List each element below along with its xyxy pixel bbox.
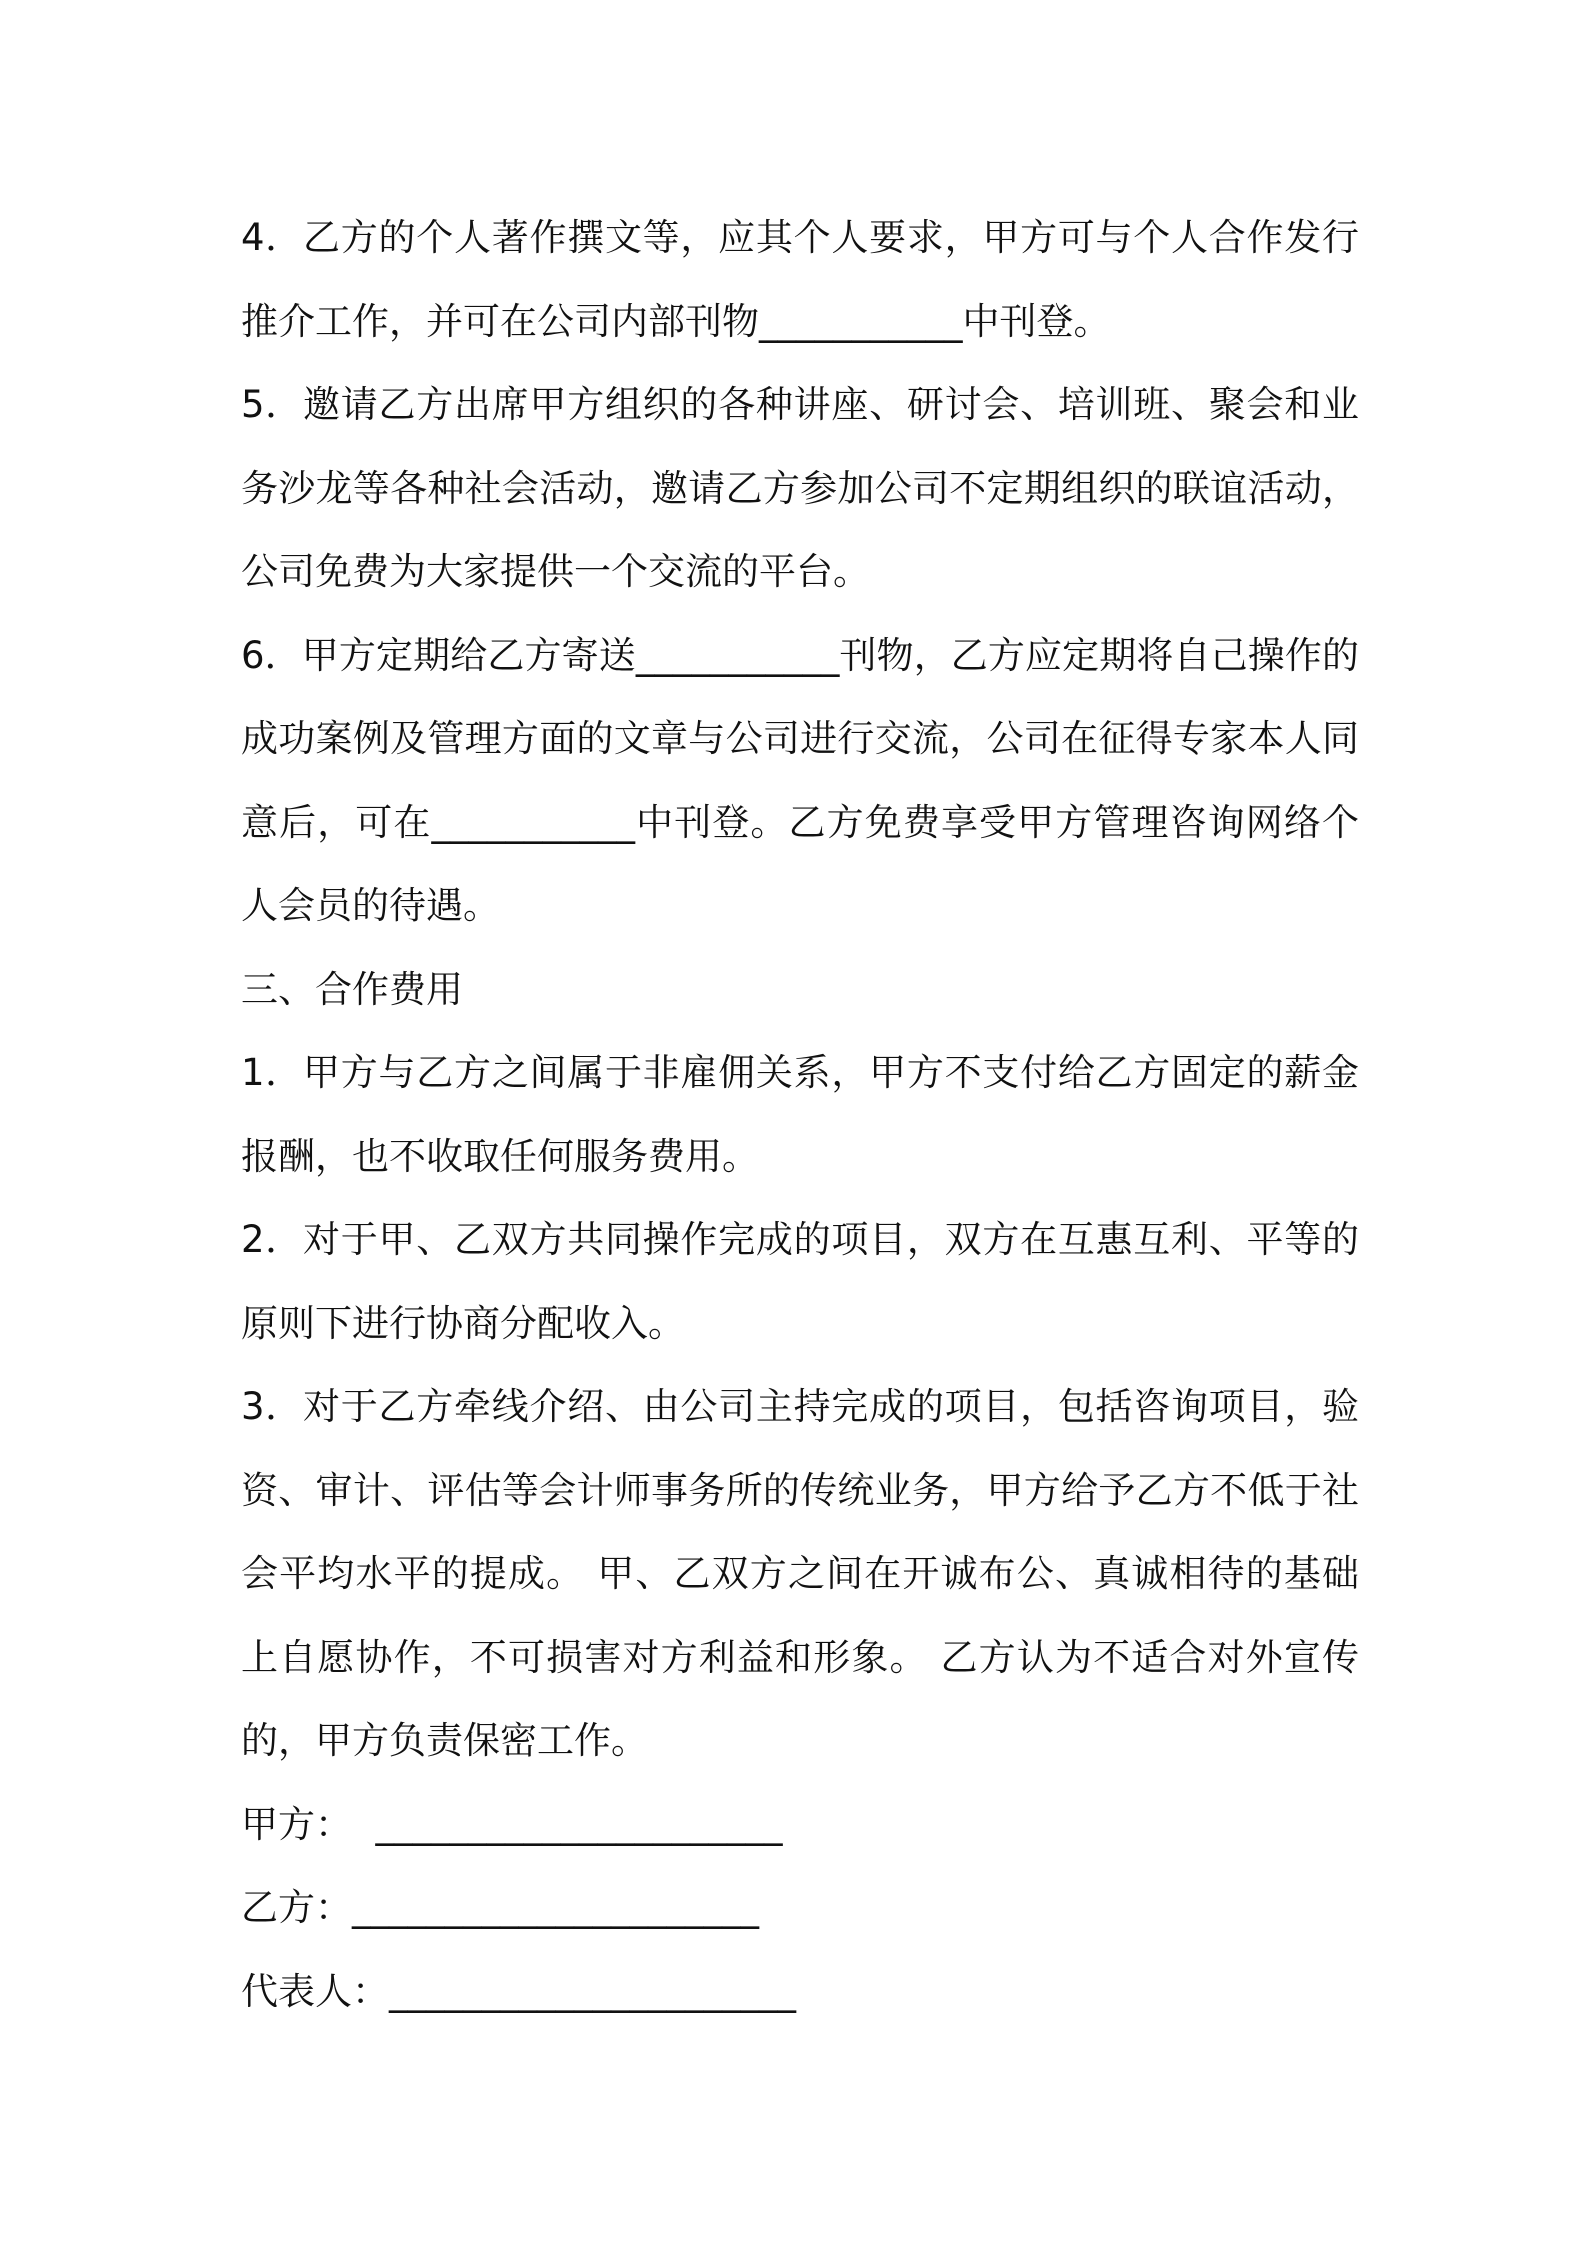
signature-party-b: 乙方：______________________: [241, 1886, 759, 1929]
clause-5-invitation: 5．邀请乙方出席甲方组织的各种讲座、研讨会、培训班、聚会和业务沙龙等各种社会活动，邀请乙方参加公司不定期组织的联谊活动，公司免费为大家提供一个交流的平台。: [241, 383, 1359, 593]
section-heading-cooperation-fees: 三、合作费用: [241, 967, 463, 1011]
signature-party-a: 甲方： ______________________: [241, 1802, 783, 1846]
fee-clause-1: 1．甲方与乙方之间属于非雇佣关系，甲方不支付给乙方固定的薪金报酬，也不收取任何服务费用。: [241, 1051, 1359, 1178]
clause-4-publication: 4．乙方的个人著作撰文等，应其个人要求，甲方可与个人合作发行推介工作，并可在公司内部刊物___________中刊登。: [241, 216, 1359, 343]
fee-clause-3: 3．对于乙方牵线介绍、由公司主持完成的项目，包括咨询项目，验资、审计、评估等会计师事务所的传统业务，甲方给予乙方不低于社会平均水平的提成。 甲、乙双方之间在开诚布公、真诚相待的基础上自愿协作，不可损害对方利益和形象。 乙方认为不适合对外宣传的，甲方负责保密工作。: [241, 1385, 1359, 1762]
clause-6-periodicals: 6．甲方定期给乙方寄送___________刊物，乙方应定期将自己操作的成功案例及管理方面的文章与公司进行交流，公司在征得专家本人同意后，可在___________中刊登。乙方免费享受甲方管理咨询网络个人会员的待遇。: [241, 633, 1359, 927]
document-body: [241, 196, 1359, 2033]
signature-representative: 代表人：______________________: [241, 1969, 796, 2013]
fee-clause-2: 2．对于甲、乙双方共同操作完成的项目，双方在互惠互利、平等的原则下进行协商分配收入。: [241, 1218, 1359, 1345]
